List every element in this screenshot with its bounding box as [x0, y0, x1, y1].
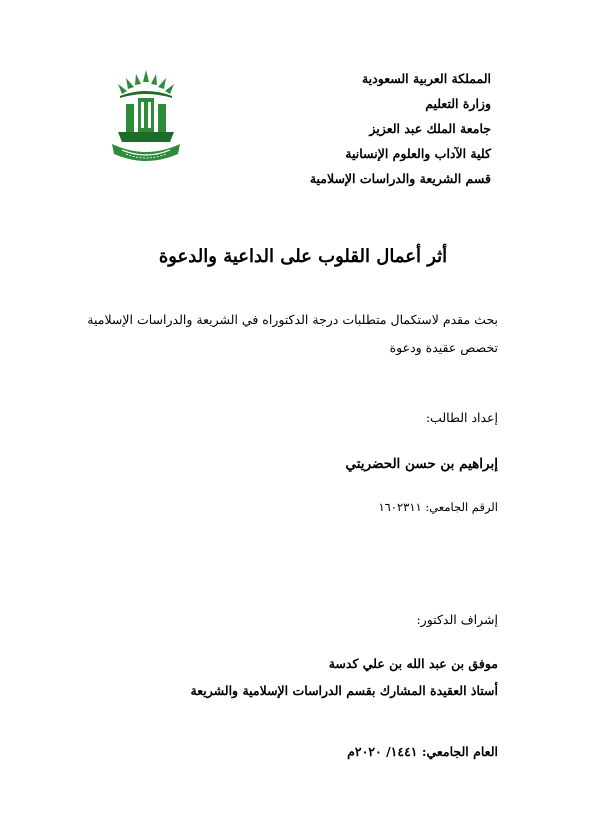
- academic-year: العام الجامعي: ١٤٤١/ ٢٠٢٠م: [347, 744, 498, 759]
- supervisor-name: موفق بن عبد الله بن علي كدسة: [328, 656, 498, 671]
- purpose-line: بحث مقدم لاستكمال متطلبات درجة الدكتوراه في الشريعة والدراسات الإسلامية: [87, 312, 498, 327]
- institution-header: [231, 66, 491, 191]
- university-logo-icon: [108, 68, 184, 168]
- thesis-purpose: [87, 306, 498, 362]
- student-name: إبراهيم بن حسن الحضريتي: [345, 456, 498, 472]
- header-country: المملكة العربية السعودية: [361, 71, 491, 86]
- specialization-line: تخصص عقيدة ودعوة: [389, 340, 498, 355]
- thesis-title: أثر أعمال القلوب على الداعية والدعوة: [158, 246, 448, 267]
- header-ministry: وزارة التعليم: [425, 96, 491, 111]
- student-id: الرقم الجامعي: ١٦٠٢٣١١: [378, 500, 498, 514]
- header-department: قسم الشريعة والدراسات الإسلامية: [309, 171, 491, 186]
- supervisor-label: إشراف الدكتور:: [416, 612, 498, 627]
- student-label: إعداد الطالب:: [425, 410, 498, 425]
- header-university: جامعة الملك عبد العزيز: [369, 121, 491, 136]
- supervisor-title: أستاذ العقيدة المشارك بقسم الدراسات الإسلامية والشريعة: [190, 683, 498, 698]
- header-college: كلية الآداب والعلوم الإنسانية: [345, 146, 491, 161]
